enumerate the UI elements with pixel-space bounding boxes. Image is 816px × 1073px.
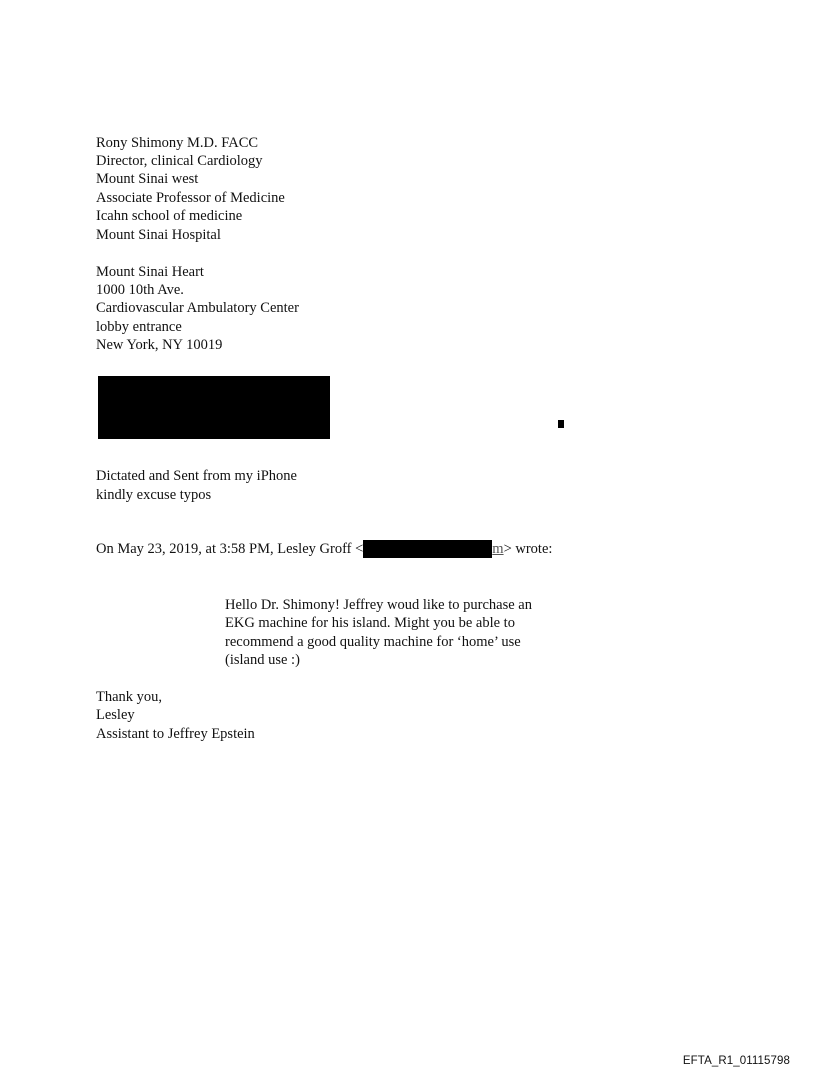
reply-header [96,540,552,559]
signature-line: Mount Sinai west [96,171,199,187]
address-line: Cardiovascular Ambulatory Center [96,300,299,316]
address-line: Mount Sinai Heart [96,264,204,280]
document-id: EFTA_R1_01115798 [682,1055,790,1067]
address-line: lobby entrance [96,319,182,335]
redaction-mark [558,420,564,428]
signature-line: Mount Sinai Hospital [96,227,221,243]
reply-header-suffix: > wrote: [503,541,553,557]
quoted-line: recommend a good quality machine for ‘home’ use [225,634,521,650]
redaction-email [363,540,492,558]
quoted-line: Hello Dr. Shimony! Jeffrey woud like to purchase an [225,597,532,613]
closing-line: Assistant to Jeffrey Epstein [96,726,255,742]
sent-from-line: Dictated and Sent from my iPhone [96,468,297,484]
closing-line: Lesley [96,707,135,723]
signature-line: Icahn school of medicine [96,208,243,224]
address-line: 1000 10th Ave. [96,282,184,298]
reply-header-prefix: On May 23, 2019, at 3:58 PM, Lesley Groff < [96,541,364,557]
quoted-line: (island use :) [225,652,300,668]
sent-from-line: kindly excuse typos [96,487,212,503]
email-link[interactable]: m [492,541,504,557]
closing-line: Thank you, [96,689,163,705]
redaction-block-phone [98,376,330,439]
signature-line: Rony Shimony M.D. FACC [96,135,259,151]
quoted-line: EKG machine for his island. Might you be able to [225,615,515,631]
signature-line: Director, clinical Cardiology [96,153,263,169]
address-line: New York, NY 10019 [96,337,223,353]
signature-line: Associate Professor of Medicine [96,190,285,206]
